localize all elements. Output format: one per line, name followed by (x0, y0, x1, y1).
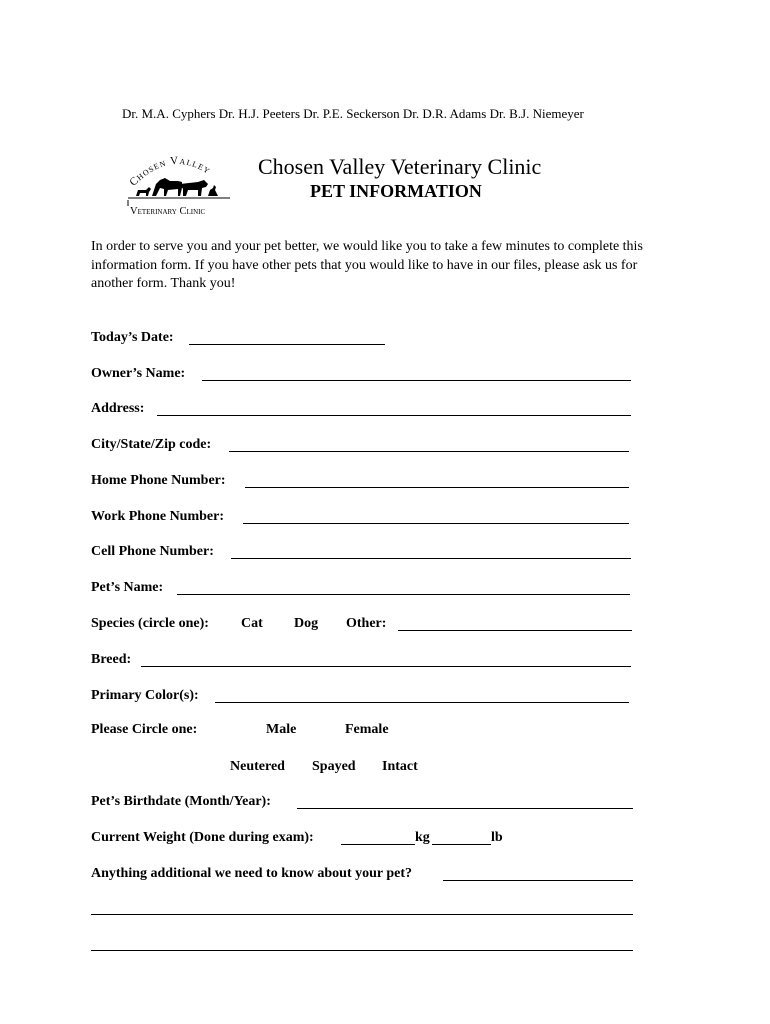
weight-label: Current Weight (Done during exam): (91, 830, 314, 845)
home-phone-label: Home Phone Number: (91, 473, 226, 488)
additional-info-label: Anything additional we need to know about your pet? (91, 866, 413, 881)
owners-name-field[interactable] (202, 380, 631, 381)
additional-info-line-2[interactable] (91, 914, 633, 915)
species-other-label: Other: (346, 616, 387, 631)
clinic-logo (122, 148, 234, 222)
species-dog-option[interactable]: Dog (294, 616, 319, 631)
clinic-name: Chosen Valley Veterinary Clinic (258, 154, 542, 179)
additional-info-line-3[interactable] (91, 950, 633, 951)
spayed-option[interactable]: Spayed (312, 759, 356, 774)
intro-paragraph: In order to serve you and your pet better, we would like you to take a few minutes to complete this information form. If you have other pets that you would like to have in our files, please ask us for another form. Thank you! (91, 239, 643, 291)
weight-lb-field[interactable] (432, 844, 491, 845)
form-title: PET INFORMATION (310, 181, 482, 201)
intact-option[interactable]: Intact (382, 759, 418, 774)
address-field[interactable] (157, 415, 631, 416)
owners-name-label: Owner’s Name: (91, 366, 186, 381)
city-state-zip-label: City/State/Zip code: (91, 437, 212, 452)
logo-bottom-text: Veterinary Clinic (130, 206, 206, 217)
breed-label: Breed: (91, 652, 132, 667)
todays-date-field[interactable] (189, 344, 385, 345)
birthdate-field[interactable] (297, 808, 633, 809)
city-state-zip-field[interactable] (229, 451, 629, 452)
work-phone-label: Work Phone Number: (91, 509, 224, 524)
neutered-option[interactable]: Neutered (230, 759, 285, 774)
home-phone-field[interactable] (245, 487, 629, 488)
additional-info-field[interactable] (443, 880, 633, 881)
work-phone-field[interactable] (243, 523, 629, 524)
female-option[interactable]: Female (345, 722, 389, 737)
logo-top-text: Chosen Valley (127, 154, 213, 189)
todays-date-label: Today’s Date: (91, 330, 174, 345)
species-label: Species (circle one): (91, 616, 209, 631)
primary-colors-field[interactable] (215, 702, 629, 703)
birthdate-label: Pet’s Birthdate (Month/Year): (91, 794, 271, 809)
weight-kg-field[interactable] (341, 844, 415, 845)
pets-name-label: Pet’s Name: (91, 580, 164, 595)
primary-colors-label: Primary Color(s): (91, 688, 199, 703)
address-label: Address: (91, 401, 145, 416)
cell-phone-field[interactable] (231, 558, 631, 559)
weight-lb-unit: lb (491, 830, 503, 845)
doctors-list: Dr. M.A. Cyphers Dr. H.J. Peeters Dr. P.E. Seckerson Dr. D.R. Adams Dr. B.J. Niemeyer (122, 106, 584, 121)
breed-field[interactable] (141, 666, 631, 667)
cell-phone-label: Cell Phone Number: (91, 544, 214, 559)
please-circle-label: Please Circle one: (91, 722, 198, 737)
male-option[interactable]: Male (266, 722, 297, 737)
species-cat-option[interactable]: Cat (241, 616, 263, 631)
species-other-field[interactable] (398, 630, 632, 631)
pets-name-field[interactable] (177, 594, 630, 595)
weight-kg-unit: kg (415, 830, 430, 845)
